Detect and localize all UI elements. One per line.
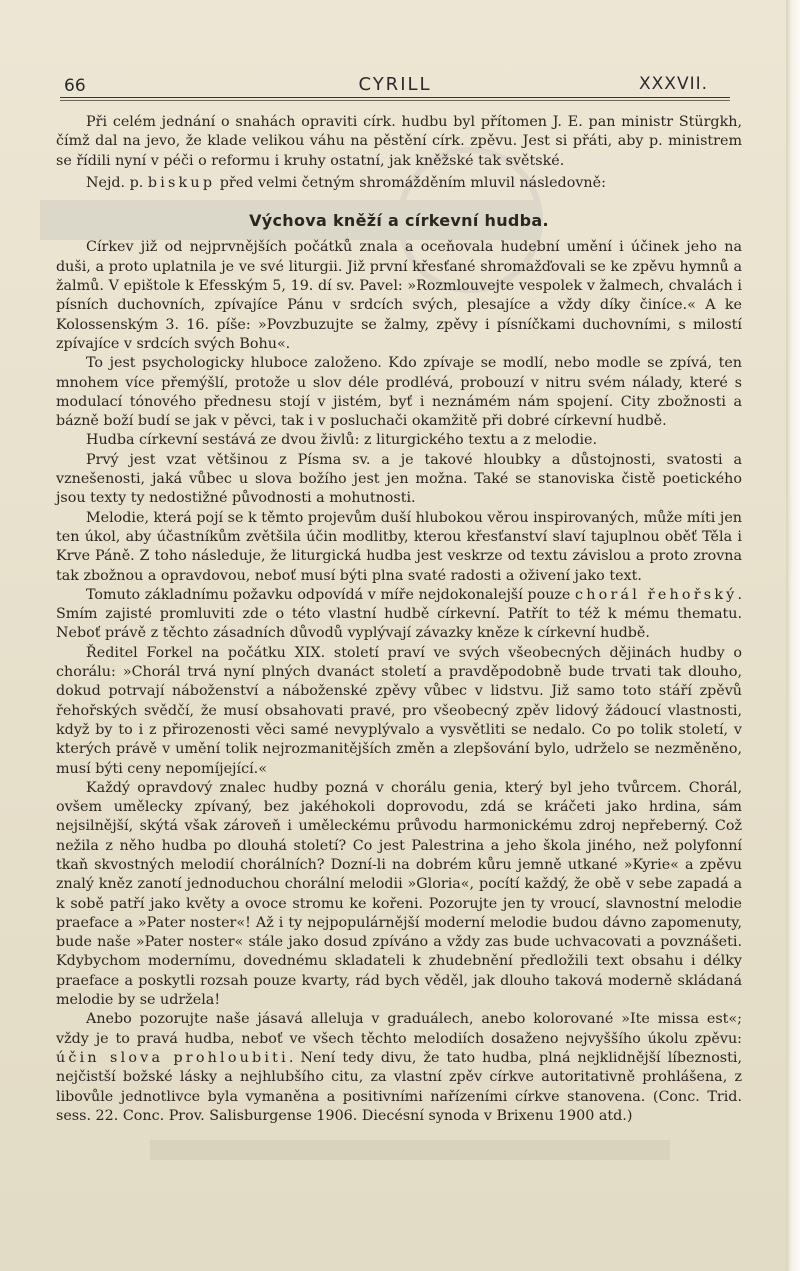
intro-after: před velmi četným shromážděním mluvil následovně: [219, 174, 606, 191]
header-rule-secondary [60, 100, 730, 101]
paragraph-church-history: Církev již od nejprvnějších počátků znala a oceňovala hudební umění i účinek jeho na duši, a proto uplatnila je ve své liturgii. Již první křesťané shromažďovali se ke zpěvu hymnů a žalmů. V epištole k Efesským 5, 19. dí sv. Pavel: »Rozmlouvejte vespolek v žalmech, chvalách i písních duchovních, zpívajíce Pánu v srdcích svých, plesajíce a vždy díky činíce.« A ke Kolossenským 3. 16. píše: »Povzbuzujte se žalmy, zpěvy i písníčkami duchovními, s milostí zpívajíce v srdcích svých Bohu«. [56, 239, 742, 352]
paragraph-forkel: Ředitel Forkel na počátku XIX. století praví ve svých všeobecných dějinách hudby o chorálu: »Chorál trvá nyní plných dvanáct století a pravděpodobně bude trvati tak dlouho, dokud potrvají náboženství a náboženské zpěvy vůbec v lidstvu. Již samo toto stáří zpěvů řehořských svědčí, že musí obsahovati pravé, pro všeobecný zpěv lidový žádoucí vlastnosti, když by to i z přirozenosti věci samé nevyplývalo a vysvětliti se nedalo. Co po tolik století, v kterých právě v umění tolik nejrozmanitějších změn a zlepšování bylo, udrželo se nezměněno, musí býti ceny nepomíjející.« [56, 644, 742, 777]
paragraph-genius: Každý opravdový znalec hudby pozná v chorálu genia, který byl jeho tvůrcem. Chorál, ovšem umělecky zpívaný, bez jakéhokoli doprovodu, zdá se kráčeti jako hrdina, sám nejsilnější, skýtá však zároveň i uměleckému průvodu harmonickému zdroj nepřeberný. Což nežila z něho hudba po dlouhá století? Co jest Palestrina a jeho škola jiného, než polyfonní tkaň skvostných melodií chorálních? Dozní-li na dobrém kůru jemně utkané »Kyrie« a zpěvu znalý kněz zanotí jednoduchou chorální melodii »Gloria«, pocítí každý, že obě v sebe zapadá a k sobě patří jako květy a ovoce stromu ke kořeni. Pozorujte jen ty vroucí, slavnostní melodie praeface a »Pater noster«! Až i ty nejpopulárnější moderní melodie budou dávno zapomenuty, bude naše »Pater noster« stále jako dosud zpíváno a vždy zas bude uchvacovati a povznášeti. Kdybychom modernímu, dovednému skladateli k zhudebnění předložili text obsahu i délky praeface a poskytli rozsah pouze kvarty, rád bych věděl, jak dlouho taková moderně skládaná melodie by se udržela! [56, 779, 742, 1009]
volume-number: XXXVII. [639, 74, 708, 94]
paragraph-psychology: To jest psychologicky hluboce založeno. Kdo zpívaje se modlí, nebo modle se zpívá, ten mnohem více přemýšlí, protože u slov déle prodlévá, probouzí v nitru svém nálady, které s modulací tónového přednesu stojí v jistém, byť i neznámém nám spojení. City zbožnosti a bázně boží budí se jak v pěvci, tak i v posluchači okamžitě při dobré církevní hudbě. [56, 355, 742, 430]
alleluja-after: . Není tedy divu, že tato hudba, plná nejklidnější líbeznosti, nejčistší božské lásky a nejhlubšího citu, za vlastní zpěv církve autoritativně prohlášena, z libovůle jednotlivce byla vymaněna a positivními nařízeními církve stanovena. (Conc. Trid. sess. 22. Conc. Prov. Salisburgense 1906. Diecésní synoda v Brixenu 1900 atd.) [56, 1049, 743, 1124]
spaced-biskup: biskup [147, 174, 216, 191]
paragraph-melody: Melodie, která pojí se k těmto projevům duší hlubokou věrou inspirovaných, může míti jen ten úkol, aby účastníkům zvětšila účin modlitby, kterou křesťanství slaví tajuplnou oběť Těla i Krve Páně. Z toho následuje, že liturgická hudba jest veskrze od textu závislou a proto zrovna tak zbožnou a opravdovou, neboť musí býti plna svaté radosti a oživení jako text. [56, 509, 742, 584]
page-edge [786, 0, 800, 1271]
paragraph-text: Prvý jest vzat většinou z Písma sv. a je takové hloubky a důstojnosti, svatosti a vznešenosti, jaká vůbec u slova božího jest jen možna. Také se stanoviska čistě poetického jsou texty ty nedostižné původnosti a mohutnosti. [56, 451, 742, 507]
paragraph-two-elements: Hudba církevní sestává ze dvou živlů: z liturgického textu a z melodie. [86, 432, 598, 449]
article-heading: Výchova kněží a církevní hudba. [249, 211, 549, 231]
paragraph-alleluja [56, 1010, 742, 1126]
running-header [60, 70, 730, 98]
alleluja-before: Anebo pozorujte naše jásavá alleluja v graduálech, anebo kolorované »Ite missa est«; vždy je to pravá hudba, neboť ve všech těchto melodiích dosaženo nejvyššího úkolu zpěvu: [56, 1011, 742, 1047]
page-number: 66 [64, 76, 86, 96]
reverse-side-bleedthrough [150, 1130, 670, 1170]
article-body [56, 113, 742, 1126]
spaced-ucin: účin slova prohloubiti [56, 1049, 289, 1066]
journal-title: CYRILL [358, 74, 432, 95]
choral-before: Tomuto základnímu požavku odpovídá v míře nejdokonalejší pouze [86, 586, 571, 603]
paragraph-choral [56, 586, 742, 644]
paragraph-bishop-intro [56, 174, 742, 193]
paragraph-intro: Při celém jednání o snahách opraviti círk. hudbu byl přítomen J. E. pan ministr Stürgkh, čímž dal na jevo, že klade velikou váhu na pěstění círk. zpěvu. Jest si přáti, aby p. ministrem se řídili nyní v péči o reformu i kruhy ostatní, jak kněžské tak světské. [56, 114, 742, 169]
intro-before: Nejd. p. [86, 174, 144, 191]
spaced-choral: chorál řehořský [575, 586, 738, 603]
choral-after: . Smím zajisté promluviti zde o této vlastní hudbě církevní. Patřít to též k mému thematu. Neboť právě z těchto zásadních důvodů vyplývají závazky kněze k církevní hudbě. [56, 586, 742, 642]
header-rule [60, 97, 730, 98]
